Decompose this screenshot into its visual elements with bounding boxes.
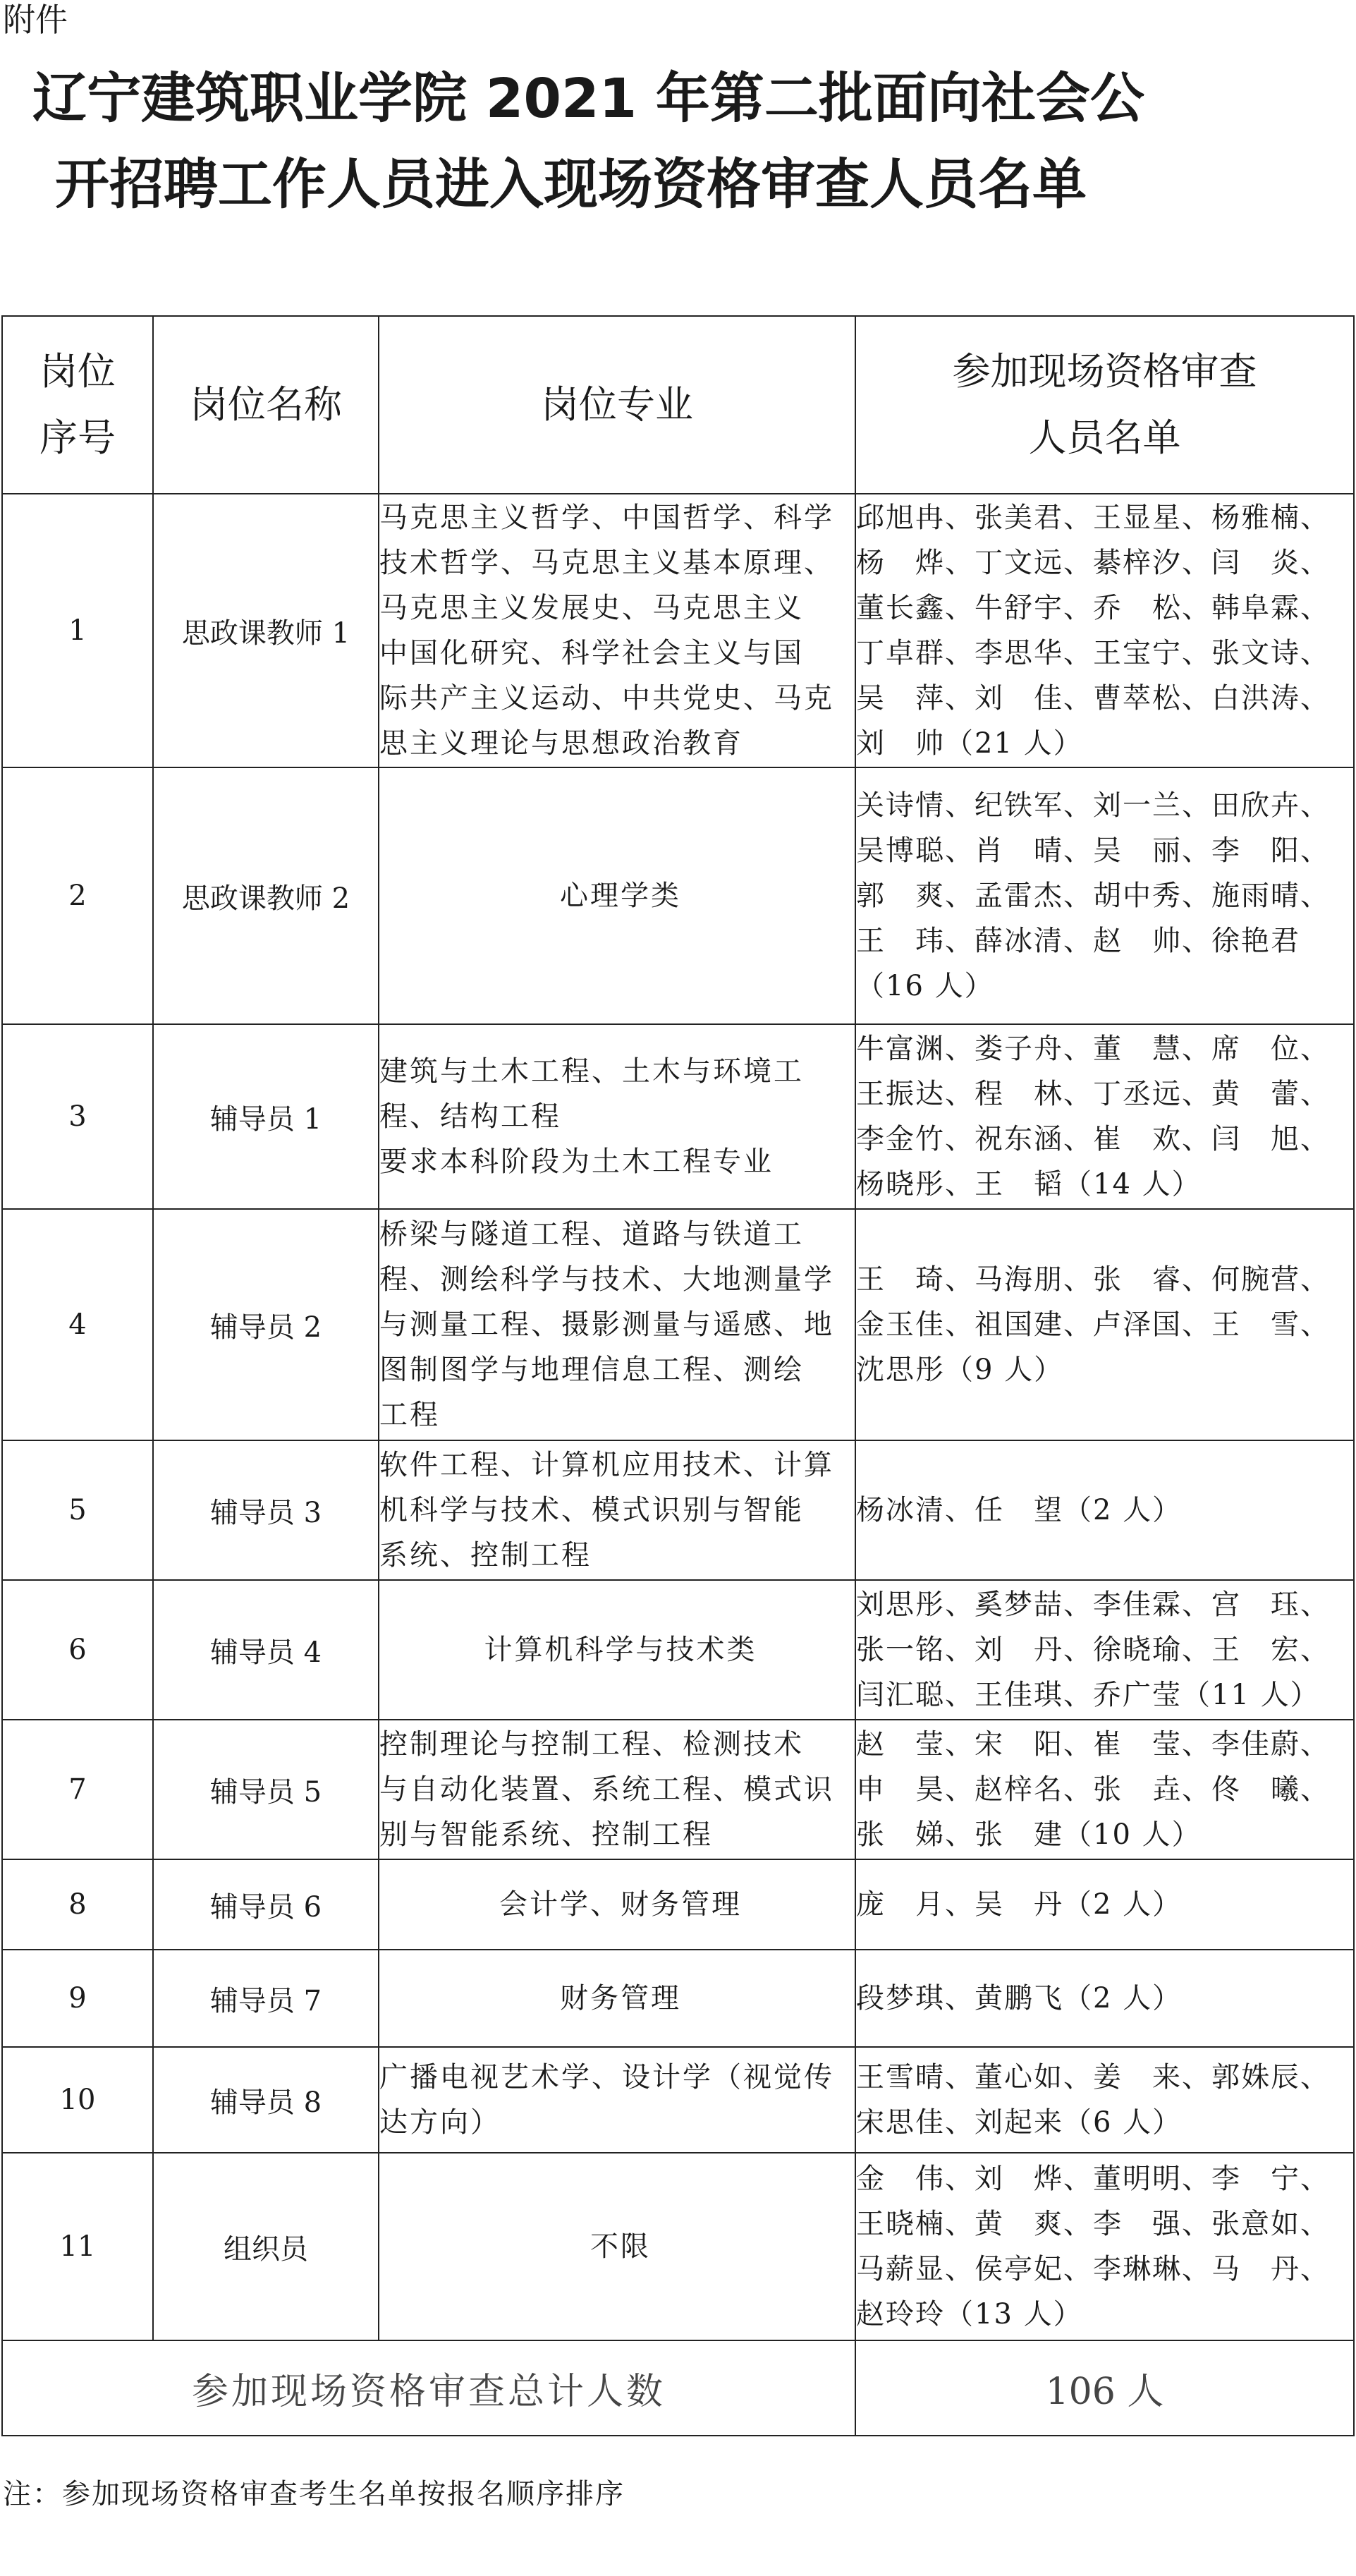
- total-label: 参加现场资格审查总计人数: [2, 2340, 855, 2436]
- major-line: 桥梁与隧道工程、道路与铁道工: [379, 1218, 804, 1251]
- row-names: [855, 1024, 1354, 1209]
- header-seq-line-1: 岗位: [39, 349, 116, 394]
- header-names: [855, 316, 1354, 494]
- table-row: [2, 1024, 1354, 1209]
- row-major: [379, 1720, 855, 1859]
- row-seq: 9: [2, 1950, 153, 2047]
- row-major: [379, 1859, 855, 1950]
- major-line: 与测量工程、摄影测量与遥感、地: [379, 1308, 834, 1341]
- row-position: 辅导员 7: [153, 1950, 379, 2047]
- row-position: 辅导员 2: [153, 1209, 379, 1440]
- names-line: 杨 烨、丁文远、綦梓汐、闫 炎、: [856, 547, 1330, 579]
- title-line-1: 辽宁建筑职业学院 2021 年第二批面向社会公: [32, 68, 1144, 130]
- names-line: 宋思佳、刘起来（6 人）: [856, 2106, 1183, 2139]
- names-line: 王晓楠、黄 爽、李 强、张意如、: [856, 2208, 1330, 2240]
- table-row: [2, 1209, 1354, 1440]
- row-position: 辅导员 5: [153, 1720, 379, 1859]
- table-row: [2, 2153, 1354, 2340]
- row-position: 辅导员 1: [153, 1024, 379, 1209]
- names-line: 郭 爽、孟雷杰、胡中秀、施雨晴、: [856, 880, 1330, 912]
- major-line: 系统、控制工程: [379, 1539, 592, 1572]
- row-seq: 6: [2, 1580, 153, 1720]
- row-major: [379, 1950, 855, 2047]
- major-line: 建筑与土木工程、土木与环境工: [379, 1055, 804, 1088]
- table-row: [2, 1580, 1354, 1720]
- row-names: [855, 1859, 1354, 1950]
- names-line: 王振达、程 林、丁丞远、黄 蕾、: [856, 1078, 1330, 1110]
- header-seq: [2, 316, 153, 494]
- major-line: 际共产主义运动、中共党史、马克: [379, 682, 834, 715]
- table-row: [2, 1440, 1354, 1580]
- names-line: 杨冰清、任 望（2 人）: [856, 1494, 1183, 1526]
- major-line: 软件工程、计算机应用技术、计算: [379, 1449, 834, 1481]
- row-seq: 8: [2, 1859, 153, 1950]
- names-line: 牛富渊、娄子舟、董 慧、席 位、: [856, 1033, 1330, 1065]
- row-seq: 3: [2, 1024, 153, 1209]
- header-names-line-1: 参加现场资格审查: [952, 349, 1257, 394]
- major-line: 与自动化装置、系统工程、模式识: [379, 1773, 834, 1806]
- names-line: 杨晓彤、王 韬（14 人）: [856, 1168, 1202, 1201]
- row-seq: 4: [2, 1209, 153, 1440]
- table-row: [2, 1950, 1354, 2047]
- table-row: [2, 494, 1354, 767]
- major-line: 中国化研究、科学社会主义与国: [379, 637, 804, 669]
- names-line: 申 昊、赵梓名、张 垚、佟 曦、: [856, 1773, 1330, 1806]
- names-line: 庞 月、吴 丹（2 人）: [856, 1888, 1183, 1921]
- title-line-2: 开招聘工作人员进入现场资格审查人员名单: [55, 154, 1087, 217]
- names-line: 关诗情、纪铁军、刘一兰、田欣卉、: [856, 789, 1330, 822]
- names-line: 吴博聪、肖 晴、吴 丽、李 阳、: [856, 834, 1330, 867]
- row-names: [855, 494, 1354, 767]
- major-line: 会计学、财务管理: [499, 1888, 742, 1921]
- major-line: 达方向）: [379, 2106, 501, 2139]
- major-line: 马克思主义哲学、中国哲学、科学: [379, 502, 834, 534]
- attachment-label: 附件: [3, 1, 68, 39]
- row-major: [379, 2047, 855, 2153]
- major-line: 心理学类: [560, 880, 681, 912]
- row-names: [855, 1720, 1354, 1859]
- header-position: 岗位名称: [153, 316, 379, 494]
- row-seq: 5: [2, 1440, 153, 1580]
- names-line: 张 娣、张 建（10 人）: [856, 1818, 1202, 1851]
- major-line: 程、结构工程: [379, 1100, 561, 1133]
- names-line: 赵玲玲（13 人）: [856, 2298, 1083, 2331]
- row-seq: 2: [2, 767, 153, 1024]
- major-line: 财务管理: [560, 1982, 681, 2015]
- table-row: [2, 2047, 1354, 2153]
- row-names: [855, 2153, 1354, 2340]
- table-row: [2, 1720, 1354, 1859]
- row-major: [379, 1024, 855, 1209]
- names-line: 刘 帅（21 人）: [856, 727, 1083, 760]
- total-row: [2, 2340, 1354, 2436]
- header-names-line-2: 人员名单: [1028, 415, 1181, 460]
- major-line: 图制图学与地理信息工程、测绘: [379, 1354, 804, 1386]
- table-body: [2, 494, 1354, 2340]
- names-line: 马薪显、侯亭妃、李琳琳、马 丹、: [856, 2253, 1330, 2285]
- table-row: [2, 1859, 1354, 1950]
- row-position: 组织员: [153, 2153, 379, 2340]
- names-line: 吴 萍、刘 佳、曹萃松、白洪涛、: [856, 682, 1330, 715]
- row-major: [379, 1440, 855, 1580]
- header-seq-line-2: 序号: [39, 415, 116, 460]
- table-row: [2, 767, 1354, 1024]
- names-line: 金玉佳、祖国建、卢泽国、王 雪、: [856, 1308, 1330, 1341]
- major-line: 广播电视艺术学、设计学（视觉传: [379, 2061, 834, 2094]
- row-position: 辅导员 4: [153, 1580, 379, 1720]
- row-major: [379, 767, 855, 1024]
- major-line: 技术哲学、马克思主义基本原理、: [379, 547, 834, 579]
- names-line: 金 伟、刘 烨、董明明、李 宁、: [856, 2163, 1330, 2195]
- row-position: 辅导员 6: [153, 1859, 379, 1950]
- total-value: 106 人: [855, 2340, 1354, 2436]
- row-seq: 7: [2, 1720, 153, 1859]
- table-header-row: [2, 316, 1354, 494]
- footnote: 注：参加现场资格审查考生名单按报名顺序排序: [3, 2478, 625, 2510]
- major-line: 机科学与技术、模式识别与智能: [379, 1494, 804, 1526]
- row-position: 辅导员 3: [153, 1440, 379, 1580]
- row-names: [855, 1950, 1354, 2047]
- names-line: 沈思彤（9 人）: [856, 1354, 1064, 1386]
- row-seq: 11: [2, 2153, 153, 2340]
- row-position: 思政课教师 1: [153, 494, 379, 767]
- row-major: [379, 1580, 855, 1720]
- row-position: 辅导员 8: [153, 2047, 379, 2153]
- row-seq: 10: [2, 2047, 153, 2153]
- names-line: 闫汇聪、王佳琪、乔广莹（11 人）: [856, 1679, 1320, 1711]
- candidate-table: [1, 315, 1355, 2436]
- major-line: 程、测绘科学与技术、大地测量学: [379, 1263, 834, 1296]
- row-major: [379, 1209, 855, 1440]
- names-line: 王雪晴、董心如、姜 来、郭姝辰、: [856, 2061, 1330, 2094]
- names-line: 李金竹、祝东涵、崔 欢、闫 旭、: [856, 1123, 1330, 1155]
- row-names: [855, 2047, 1354, 2153]
- names-line: 丁卓群、李思华、王宝宁、张文诗、: [856, 637, 1330, 669]
- row-names: [855, 1209, 1354, 1440]
- row-names: [855, 767, 1354, 1024]
- major-line: 不限: [590, 2230, 651, 2263]
- major-line: 思主义理论与思想政治教育: [379, 727, 743, 760]
- row-position: 思政课教师 2: [153, 767, 379, 1024]
- names-line: 王 玮、薛冰清、赵 帅、徐艳君: [856, 925, 1300, 957]
- names-line: 张一铭、刘 丹、徐晓瑜、王 宏、: [856, 1634, 1330, 1666]
- row-names: [855, 1440, 1354, 1580]
- names-line: 刘思彤、奚梦喆、李佳霖、宫 珏、: [856, 1588, 1330, 1621]
- row-major: [379, 494, 855, 767]
- major-line: 别与智能系统、控制工程: [379, 1818, 713, 1851]
- major-line: 控制理论与控制工程、检测技术: [379, 1728, 804, 1761]
- names-line: 董长鑫、牛舒宇、乔 松、韩阜霖、: [856, 592, 1330, 624]
- header-major: 岗位专业: [379, 316, 855, 494]
- names-line: 段梦琪、黄鹏飞（2 人）: [856, 1982, 1183, 2015]
- major-line: 计算机科学与技术类: [484, 1634, 757, 1666]
- row-major: [379, 2153, 855, 2340]
- names-line: 邱旭冉、张美君、王显星、杨雅楠、: [856, 502, 1330, 534]
- major-line: 马克思主义发展史、马克思主义: [379, 592, 804, 624]
- names-line: 赵 莹、宋 阳、崔 莹、李佳蔚、: [856, 1728, 1330, 1761]
- row-seq: 1: [2, 494, 153, 767]
- row-names: [855, 1580, 1354, 1720]
- major-line: 工程: [379, 1399, 440, 1431]
- names-line: 王 琦、马海朋、张 睿、何腕营、: [856, 1263, 1330, 1296]
- major-line: 要求本科阶段为土木工程专业: [379, 1146, 774, 1178]
- names-line: （16 人）: [856, 970, 994, 1002]
- document-title: [0, 56, 1356, 229]
